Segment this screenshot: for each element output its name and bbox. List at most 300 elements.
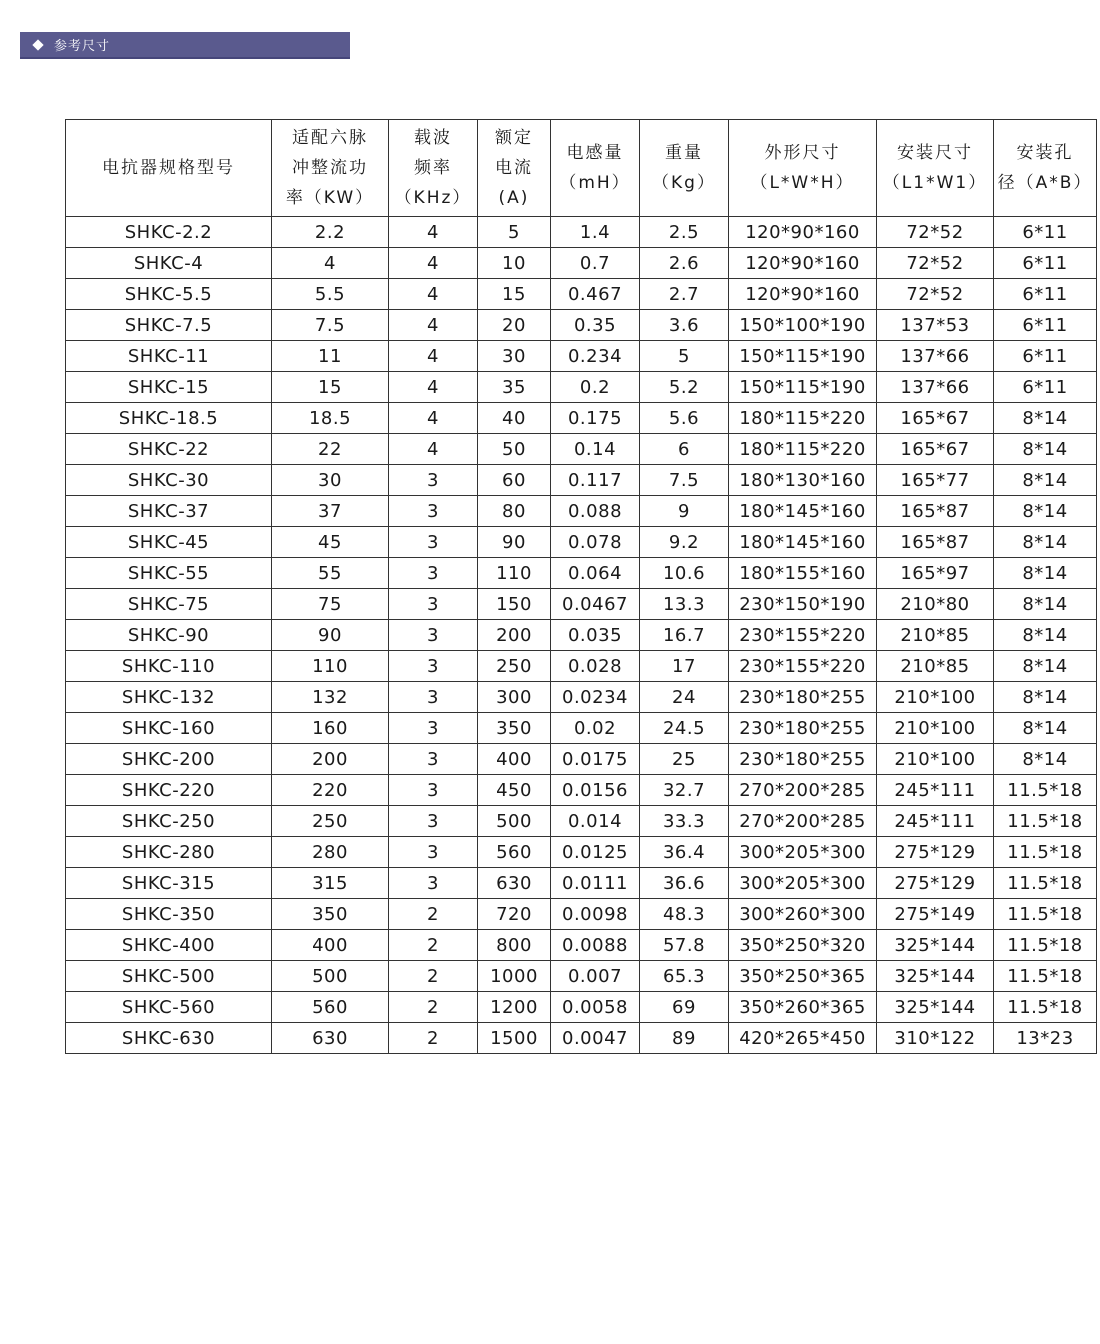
table-cell: 2 [389,1023,478,1054]
table-row [66,868,1097,899]
table-cell: 24.5 [640,713,729,744]
table-cell: 11.5*18 [994,868,1097,899]
table-cell: 8*14 [994,589,1097,620]
table-row [66,279,1097,310]
table-cell: 4 [389,434,478,465]
table-cell: 325*144 [877,992,994,1023]
column-header-line: 安装孔 [1016,143,1074,163]
column-header-line: 外形尺寸 [764,143,841,163]
table-cell: 13.3 [640,589,729,620]
table-cell: 3 [389,620,478,651]
column-header-line: 径（A*B） [997,173,1093,193]
column-header-line: 电抗器规格型号 [102,158,235,178]
table-cell: 36.6 [640,868,729,899]
table-row [66,682,1097,713]
table-cell: 220 [272,775,389,806]
table-cell: 8*14 [994,682,1097,713]
table-cell: 180*155*160 [729,558,877,589]
model-cell: SHKC-75 [66,589,272,620]
spec-table [65,119,1097,1054]
table-row [66,403,1097,434]
table-cell: 0.0098 [551,899,640,930]
table-cell: 325*144 [877,961,994,992]
column-header-line: （mH） [559,173,631,193]
column-header-line: （Kg） [652,173,716,193]
table-cell: 200 [478,620,551,651]
column-header-line: 载波 [414,128,452,148]
table-cell: 2 [389,930,478,961]
model-cell: SHKC-630 [66,1023,272,1054]
table-row [66,744,1097,775]
table-cell: 8*14 [994,558,1097,589]
table-cell: 13*23 [994,1023,1097,1054]
table-cell: 0.0234 [551,682,640,713]
table-row [66,558,1097,589]
table-cell: 0.0175 [551,744,640,775]
table-cell: 300 [478,682,551,713]
table-cell: 110 [272,651,389,682]
model-cell: SHKC-250 [66,806,272,837]
table-cell: 2.2 [272,217,389,248]
column-header [272,120,389,217]
table-cell: 5.6 [640,403,729,434]
table-row [66,837,1097,868]
table-cell: 0.014 [551,806,640,837]
table-cell: 48.3 [640,899,729,930]
column-header-line: 安装尺寸 [897,143,973,163]
column-header-line: (A) [498,188,530,208]
table-cell: 180*115*220 [729,434,877,465]
table-cell: 315 [272,868,389,899]
table-cell: 0.117 [551,465,640,496]
table-cell: 3 [389,651,478,682]
model-cell: SHKC-45 [66,527,272,558]
table-cell: 230*155*220 [729,651,877,682]
table-cell: 210*100 [877,744,994,775]
diamond-icon [32,39,43,50]
table-cell: 275*129 [877,868,994,899]
table-cell: 137*53 [877,310,994,341]
table-row [66,899,1097,930]
table-cell: 24 [640,682,729,713]
table-cell: 57.8 [640,930,729,961]
table-cell: 8*14 [994,527,1097,558]
table-cell: 270*200*285 [729,775,877,806]
table-cell: 210*100 [877,682,994,713]
table-cell: 20 [478,310,551,341]
table-body [66,217,1097,1054]
table-cell: 3 [389,589,478,620]
column-header-line: （L1*W1） [882,173,988,193]
table-cell: 150*115*190 [729,341,877,372]
table-cell: 69 [640,992,729,1023]
table-row [66,961,1097,992]
model-cell: SHKC-11 [66,341,272,372]
table-cell: 4 [389,403,478,434]
table-row [66,341,1097,372]
table-cell: 1.4 [551,217,640,248]
table-cell: 3 [389,465,478,496]
table-cell: 6*11 [994,310,1097,341]
table-cell: 11.5*18 [994,837,1097,868]
table-cell: 4 [389,279,478,310]
table-cell: 0.0156 [551,775,640,806]
table-cell: 150*115*190 [729,372,877,403]
table-cell: 3 [389,837,478,868]
column-header [877,120,994,217]
table-cell: 4 [272,248,389,279]
table-cell: 325*144 [877,930,994,961]
table-cell: 6*11 [994,279,1097,310]
table-row [66,589,1097,620]
table-cell: 350*250*365 [729,961,877,992]
table-cell: 2 [389,961,478,992]
table-row [66,651,1097,682]
table-cell: 3.6 [640,310,729,341]
table-cell: 720 [478,899,551,930]
table-cell: 210*100 [877,713,994,744]
table-cell: 7.5 [272,310,389,341]
model-cell: SHKC-22 [66,434,272,465]
model-cell: SHKC-350 [66,899,272,930]
table-cell: 72*52 [877,217,994,248]
table-cell: 0.02 [551,713,640,744]
table-cell: 0.0088 [551,930,640,961]
table-cell: 2.5 [640,217,729,248]
table-cell: 165*77 [877,465,994,496]
table-cell: 40 [478,403,551,434]
table-row [66,310,1097,341]
table-cell: 137*66 [877,341,994,372]
table-cell: 8*14 [994,403,1097,434]
table-row [66,930,1097,961]
table-cell: 0.0111 [551,868,640,899]
table-cell: 3 [389,775,478,806]
table-cell: 65.3 [640,961,729,992]
table-cell: 210*85 [877,620,994,651]
table-cell: 0.078 [551,527,640,558]
table-cell: 9.2 [640,527,729,558]
table-cell: 3 [389,806,478,837]
table-cell: 72*52 [877,279,994,310]
table-cell: 4 [389,310,478,341]
table-cell: 165*97 [877,558,994,589]
column-header-line: 适配六脉 [292,128,368,148]
table-cell: 3 [389,713,478,744]
table-cell: 4 [389,248,478,279]
model-cell: SHKC-280 [66,837,272,868]
table-cell: 230*155*220 [729,620,877,651]
table-cell: 4 [389,341,478,372]
table-cell: 9 [640,496,729,527]
table-cell: 11 [272,341,389,372]
table-cell: 0.175 [551,403,640,434]
table-cell: 300*260*300 [729,899,877,930]
table-cell: 137*66 [877,372,994,403]
table-cell: 350*250*320 [729,930,877,961]
section-header [20,32,350,59]
model-cell: SHKC-110 [66,651,272,682]
table-cell: 230*180*255 [729,744,877,775]
table-row [66,620,1097,651]
table-cell: 7.5 [640,465,729,496]
model-cell: SHKC-400 [66,930,272,961]
table-cell: 0.2 [551,372,640,403]
table-cell: 245*111 [877,775,994,806]
model-cell: SHKC-4 [66,248,272,279]
table-cell: 280 [272,837,389,868]
table-cell: 132 [272,682,389,713]
table-cell: 800 [478,930,551,961]
table-cell: 310*122 [877,1023,994,1054]
table-cell: 11.5*18 [994,806,1097,837]
section-title: 参考尺寸 [54,39,111,54]
table-cell: 400 [478,744,551,775]
table-cell: 32.7 [640,775,729,806]
table-cell: 3 [389,744,478,775]
table-cell: 1200 [478,992,551,1023]
table-row [66,1023,1097,1054]
table-cell: 230*180*255 [729,713,877,744]
table-cell: 33.3 [640,806,729,837]
table-cell: 120*90*160 [729,217,877,248]
table-cell: 0.467 [551,279,640,310]
table-cell: 50 [478,434,551,465]
table-cell: 45 [272,527,389,558]
table-cell: 230*150*190 [729,589,877,620]
table-cell: 0.35 [551,310,640,341]
column-header-line: 额定 [495,128,533,148]
table-cell: 0.14 [551,434,640,465]
table-cell: 0.0047 [551,1023,640,1054]
table-header-row [66,120,1097,217]
table-cell: 15 [478,279,551,310]
table-cell: 36.4 [640,837,729,868]
table-cell: 72*52 [877,248,994,279]
table-cell: 37 [272,496,389,527]
table-cell: 5 [640,341,729,372]
table-cell: 10.6 [640,558,729,589]
table-cell: 165*87 [877,527,994,558]
column-header [994,120,1097,217]
table-row [66,465,1097,496]
table-cell: 15 [272,372,389,403]
table-cell: 35 [478,372,551,403]
table-row [66,248,1097,279]
table-row [66,806,1097,837]
model-cell: SHKC-37 [66,496,272,527]
table-cell: 160 [272,713,389,744]
column-header-line: 电流 [495,158,533,178]
column-header [478,120,551,217]
table-row [66,992,1097,1023]
table-cell: 0.007 [551,961,640,992]
table-cell: 0.0125 [551,837,640,868]
column-header-line: 率（KW） [285,188,375,208]
table-cell: 30 [478,341,551,372]
table-cell: 4 [389,372,478,403]
table-cell: 6*11 [994,372,1097,403]
table-cell: 8*14 [994,465,1097,496]
column-header [729,120,877,217]
column-header-line: （L*W*H） [750,173,855,193]
table-cell: 11.5*18 [994,992,1097,1023]
table-cell: 180*130*160 [729,465,877,496]
table-cell: 11.5*18 [994,961,1097,992]
table-row [66,713,1097,744]
table-cell: 350*260*365 [729,992,877,1023]
table-cell: 5.2 [640,372,729,403]
table-cell: 3 [389,496,478,527]
table-cell: 11.5*18 [994,930,1097,961]
column-header-line: 电感量 [566,143,624,163]
table-cell: 180*145*160 [729,527,877,558]
table-cell: 90 [478,527,551,558]
table-cell: 250 [478,651,551,682]
table-cell: 75 [272,589,389,620]
column-header-line: （KHz） [394,188,472,208]
model-cell: SHKC-7.5 [66,310,272,341]
table-cell: 6*11 [994,248,1097,279]
column-header-line: 频率 [414,158,452,178]
column-header [66,120,272,217]
model-cell: SHKC-15 [66,372,272,403]
table-cell: 420*265*450 [729,1023,877,1054]
table-cell: 150*100*190 [729,310,877,341]
table-cell: 230*180*255 [729,682,877,713]
column-header [640,120,729,217]
column-header-line: 重量 [665,143,703,163]
table-cell: 5.5 [272,279,389,310]
model-cell: SHKC-30 [66,465,272,496]
table-cell: 300*205*300 [729,837,877,868]
column-header [551,120,640,217]
table-cell: 500 [478,806,551,837]
table-cell: 8*14 [994,434,1097,465]
model-cell: SHKC-160 [66,713,272,744]
table-cell: 8*14 [994,651,1097,682]
table-cell: 80 [478,496,551,527]
table-cell: 4 [389,217,478,248]
table-cell: 300*205*300 [729,868,877,899]
table-cell: 55 [272,558,389,589]
table-cell: 200 [272,744,389,775]
table-cell: 210*85 [877,651,994,682]
model-cell: SHKC-5.5 [66,279,272,310]
table-cell: 165*67 [877,434,994,465]
table-row [66,775,1097,806]
model-cell: SHKC-55 [66,558,272,589]
table-cell: 450 [478,775,551,806]
table-cell: 0.064 [551,558,640,589]
table-cell: 18.5 [272,403,389,434]
table-cell: 560 [478,837,551,868]
table-cell: 165*87 [877,496,994,527]
model-cell: SHKC-200 [66,744,272,775]
table-cell: 245*111 [877,806,994,837]
table-cell: 1500 [478,1023,551,1054]
table-cell: 400 [272,930,389,961]
table-cell: 150 [478,589,551,620]
table-cell: 6*11 [994,217,1097,248]
table-cell: 180*115*220 [729,403,877,434]
table-cell: 10 [478,248,551,279]
table-cell: 60 [478,465,551,496]
table-cell: 6*11 [994,341,1097,372]
table-cell: 3 [389,682,478,713]
table-cell: 0.7 [551,248,640,279]
table-cell: 89 [640,1023,729,1054]
table-cell: 270*200*285 [729,806,877,837]
table-cell: 90 [272,620,389,651]
table-cell: 180*145*160 [729,496,877,527]
table-cell: 30 [272,465,389,496]
table-cell: 2 [389,992,478,1023]
table-cell: 17 [640,651,729,682]
table-cell: 3 [389,868,478,899]
model-cell: SHKC-500 [66,961,272,992]
table-cell: 500 [272,961,389,992]
model-cell: SHKC-560 [66,992,272,1023]
table-cell: 350 [478,713,551,744]
table-cell: 2.7 [640,279,729,310]
table-cell: 210*80 [877,589,994,620]
table-cell: 165*67 [877,403,994,434]
table-cell: 16.7 [640,620,729,651]
table-cell: 6 [640,434,729,465]
table-cell: 2.6 [640,248,729,279]
table-cell: 25 [640,744,729,775]
table-cell: 120*90*160 [729,279,877,310]
model-cell: SHKC-90 [66,620,272,651]
table-cell: 250 [272,806,389,837]
table-row [66,434,1097,465]
table-cell: 275*129 [877,837,994,868]
table-cell: 630 [272,1023,389,1054]
table-cell: 0.0467 [551,589,640,620]
model-cell: SHKC-132 [66,682,272,713]
model-cell: SHKC-18.5 [66,403,272,434]
table-cell: 22 [272,434,389,465]
model-cell: SHKC-2.2 [66,217,272,248]
table-cell: 3 [389,558,478,589]
table-cell: 2 [389,899,478,930]
table-cell: 275*149 [877,899,994,930]
table-cell: 0.088 [551,496,640,527]
column-header [389,120,478,217]
table-row [66,496,1097,527]
table-cell: 350 [272,899,389,930]
table-cell: 0.035 [551,620,640,651]
table-cell: 0.028 [551,651,640,682]
table-cell: 560 [272,992,389,1023]
model-cell: SHKC-315 [66,868,272,899]
table-row [66,527,1097,558]
table-cell: 3 [389,527,478,558]
table-cell: 110 [478,558,551,589]
table-cell: 1000 [478,961,551,992]
table-cell: 8*14 [994,496,1097,527]
table-row [66,372,1097,403]
table-cell: 630 [478,868,551,899]
table-cell: 11.5*18 [994,775,1097,806]
table-cell: 11.5*18 [994,899,1097,930]
table-cell: 0.0058 [551,992,640,1023]
table-cell: 5 [478,217,551,248]
table-cell: 120*90*160 [729,248,877,279]
table-cell: 8*14 [994,713,1097,744]
table-row [66,217,1097,248]
